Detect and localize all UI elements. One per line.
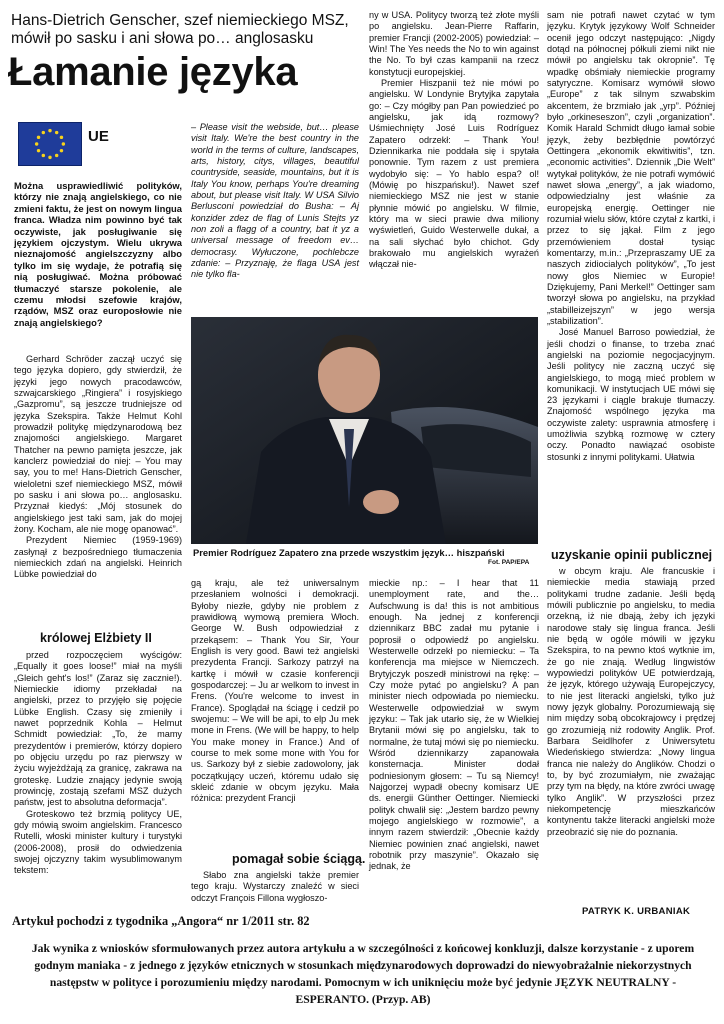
paragraph: Słabo zna angielski także premier tego kraju. Wystarczy znaleźć w sieci odczyt François Fillona wygłoszo- <box>191 870 359 903</box>
column-4-bottom <box>547 566 715 838</box>
article-lead: Można usprawiedliwić polityków, którzy nie znają angielskiego, co nie zmieni faktu, że jest on nowym lingua franca. Władza nim powinno być tak oczywiste, jak posługiwanie się językiem ojczystym. Wielu ukrywa nieznajomość angielszczyzny albo tylko im się wydaje, że potrafią się nią posługiwać. Można próbować tłumaczyć starsze pokolenie, ale czemu młodsi szefowie krajów, rządów, MSZ oraz europosłowie nie znają angielskiego? <box>14 180 182 328</box>
photo-caption: Premier Rodríguez Zapatero zna przede wszystkim język… hiszpański <box>193 547 505 558</box>
paragraph: mieckie np.: – I hear that 11 unemployment rate, and the… Aufschwung is da! this is not ambitious enough. Na jednej z konferencji dziennikarz BBC zadał mu pytanie i poprosił o odpowiedź po angielsku. Westerwelle odrzekł po niemiecku: – Ta konferencja ma miejsce w Niemczech. Brytyjczyk poszedł ministrowi na rękę: – Czy może pytać po angielsku? A pan minister niech odpowiada po niemiecku. Westerwelle odpowiedział w swym języku: – Tak jak utarło się, że w Wielkiej Brytanii mówi się po angielsku, tak to normalne, że tutaj mówi się po niemiecku. Wśród dziennikarzy zapanowała konsternacja. Minister dodał podniesionym głosem: – Tu są Niemcy! Najgorzej wypadł obecny komisarz UE ds. energii Günther Oettinger. Niemiecki polityk chwalił się: „Jestem bardzo pewny mojego angielskiego w rozmowie”, a innym razem stwierdził: „Obecnie każdy Niemiec powinien znać angielski, nawet robotnik przy maszynie”. Okazało się jednak, że <box>369 578 539 872</box>
source-note: Artykuł pochodzi z tygodnika „Angora“ nr 1/2011 str. 82 <box>12 914 310 928</box>
paragraph: sam nie potrafi nawet czytać w tym języku. Krytyk językowy Wolf Schneider ocenił jego odczyt następująco: „Nigdy dotąd na północnej półkuli ziemi nikt nie mówił po angielsku tak okropnie”. Tę wpadkę obśmiały niemieckie programy satyryczne. Komisarz wymówił słowo „Europe” z tak silnym szwabskim akcentem, że brzmiało jak „yrp”. Później było „orkineseszon”, czyli „organization”. Komik Harald Schmidt długo łamał sobie język, żeby bezbłędnie powtórzyć Oettingera „ekonomik ekwitiwitis”, tzn. „economic activities”. Dziennik „Die Welt” wytykał polityków, że nie potrafi wymówić nawet słowa „energy”, a jak wiadomo, odpowiedzialny jest właśnie za europejską energię. Oettinger nie rozumiał wielu słów, które czytał z kartki, i przez to się jąkał. Film z jego przemówieniem dostał tysiąc komentarzy, m.in.: „Przepraszamy UE za naszych zidiocialych polityków”, „To jest nowy głos Niemiec w Europie! Dziękujemy, Pani Merkel!” Oettinger sam tworzył słowa po angielsku, na przykład „stabilleizejszyn” w jego wersja „stabilization”. <box>547 10 715 326</box>
section-label: UE <box>88 128 109 145</box>
paragraph: Premier Hiszpanii też nie mówi po angielsku. W Londynie Brytyjka zapytała go: – Czy mógłby pan Pan powiedzieć po angielsku, jak idą rozmowy? Uśmiechnięty José Luis Rodríguez Zapatero odrzekł: – Thank You! Dziennikarka nie poddała się i spytała ponownie. Tym razem z ust premiera wydobyło się: – Yo hablo espa? ol! (Mówię po hiszpańsku!). Nawet szef niemieckiego MSZ nie jest w stanie płynnie mówić po angielsku. W filmie, który ma w sieci prawie dwa miliony wyświetleń, Guido Westerwelle dukał, a na sali słychać było chichot. Gdy brakowało mu angielskich wyrażeń włączał nie- <box>369 77 539 270</box>
paragraph: w obcym kraju. Ale francuskie i niemieckie media stawiają przed politykami trudne zadanie. Jeśli będą mówili publicznie po angielsku, to media orzekną, iż nie dbają, żeby ich języki narodowe stały się lingua franca. Jeśli nie będą w ogóle mówili w języku Szekspira, to na pewno ktoś wytknie im, że go nie znają. Według lingwistów wypowiedzi polityków UE potwierdzają, że język, którego używają Europejczycy, to nie jest literacki angielski, tylko już nowy język globalny. Porozumiewają się nim między sobą obcokrajowcy i prędzej go zrozumieją niż rodowity Anglik. Prof. Barbara Seidlhofer z Uniwersytetu Wiedeńskiego stwierdza: „Nowy lingua franca nie należy do Anglików. Chodzi o to, by być zrozumiałym, nie zważając przy tym na błędy, na które zwróci uwagę tylko Anglik”. W przyszłości przez niekompetencję mieszkańców kontynentu także literacki angielski może przeobrazić się nie do poznania. <box>547 566 715 837</box>
paragraph: Gerhard Schröder zaczął uczyć się tego języka dopiero, gdy stwierdził, że języki jego nowych pracodawców, szwajcarskiego „Ringiera” i rosyjskiego „Gazpromu”, są jeszcze trudniejsze od języka Szekspira. Także Helmut Kohl prowadził politykę międzynarodową bez znajomości angielskiego. Margaret Thatcher na pewno pamięta jeszcze, jak kanclerz powiedział do niej: – You may say, you to me! Hans-Dietrich Genscher, wieloletni szef niemieckiego MSZ, mówił po sasku i ani słowa po… anglosasku. Przyznał kiedyś: „Mój stosunek do angielskiego jest taki sam, jak do mojej żony. Kocham, ale nie mogę opanować”. <box>14 354 182 534</box>
author-signature: PATRYK K. URBANIAK <box>582 906 691 917</box>
column-2-top <box>191 122 359 281</box>
paragraph: ny w USA. Politycy tworzą też złote myśli po angielsku. Jean-Pierre Raffarin, premier Francji (2002-2005) powiedział: – Win! The Yes needs the No to win against the No. To był czas kampanii na rzecz konstytucji europejskiej. <box>369 10 539 77</box>
column-1-bottom <box>14 650 182 877</box>
column-2-bottom <box>191 578 359 805</box>
zapatero-photo <box>191 317 538 544</box>
column-3-bottom <box>369 578 539 873</box>
column-2-tail <box>191 870 359 904</box>
column-3-top <box>369 10 539 271</box>
paragraph: gą kraju, ale też uniwersalnym przesłaniem wolności i demokracji. Byłoby niezłe, gdyby nie problem z prawidłową wymową premiera Włoch. George W. Bush odpowiedział z przekąsem: – Thank You Sir, Your English is very good. Bawi też angielski prezydenta Francji. Sarkozy patrzył na kartkę i mówił w czasie konferencji gospodarczej: – Ju ar welkom to invest in Frens. (You're welcome to invest in France). Spoglądał na ściągę i cedził po swojemu: – We will be api, to elp Ju mek mone in Frens. (We will be happy, to help You make money in France.) And of course to mek some mone with You for us. Sarkozy był z siebie zadowolony, jak początkujący uczeń, któremu udało się skleić zdanie w obcym języku. Mała różnica: prezydent Francji <box>191 578 359 804</box>
paragraph: – Please visit the webside, but… please visit Italy. We're the best country in the world in the terms of culture, landscapes, arts, history, citys, villages, beautiful countryside, seaside, mountains, but it is Italy You know, perhaps You're dreaming about, but please visit Italy. W USA Silvio Berlusconi powiedział do Busha: – Aj konzider zdez de flag of Lunis Stejts yz non zoli a flagg of a country, bat it yz a universal message of freedom ev… democrasy. Wyłuczone, pochlebcze zdanie: – Przyznaję, że flaga USA jest nie tylko fla- <box>191 122 359 280</box>
subhead-sciaga: pomagał sobie ściągą. <box>232 852 366 866</box>
column-4-top <box>547 10 715 463</box>
column-1-top <box>14 354 182 581</box>
eu-flag-icon <box>18 122 82 166</box>
subhead-krolowej: królowej Elżbiety II <box>40 631 152 645</box>
article-headline: Łamanie języka <box>8 50 298 94</box>
editor-comment: Jak wynika z wniosków sformułowanych przez autora artykułu a w szczególności z końcowej konkluzji, dalsze korzystanie - z uporem godnym maniaka - z jednego z języków etnicznych w stosunkach międzynarodowych doprowadzi do niewyobrażalnie niekorzystnych następstw w polityce i porozumieniu między narodami. Pomocnym w ich uniknięciu może być jedynie JĘZYK NEUTRALNY - ESPERANTO. (Przyp. AB) <box>31 942 695 1006</box>
paragraph: José Manuel Barroso powiedział, że jeśli chodzi o finanse, to trzeba znać angielski na poziomie negocjacyjnym. Jeśli politycy nie zaczną uczyć się angielskiego, to mogą mieć problem w komunikacji. W instytucjach UE mówi się 23 językami i ciągle brakuje tłumaczy. Znajomość wspólnego języka ma oczywiste zalety: usprawnia atmosferę i umożliwia szybką rozmowę w cztery oczy. Ponadto nawiązać osobiste stosunki z innymi politykami. Ułatwia <box>547 327 715 462</box>
paragraph: przed rozpoczęciem wyścigów: „Equally it goes loose!” miał na myśli „Gleich geht's los!” (Zaraz się zacznie!). Niemieckie idiomy przekładał na angielski, przez to przyjęło się pojęcie Lübke English. Czasy się zmieniły i nawet poprzednik Kohla – Helmut Schmidt powiedział: „To, że mamy prezydentów i premierów, którzy dopiero po objęciu urzędu po raz pierwszy w życiu wyjeżdżają za granicę, zakrawa na groteskę. Ludzie znający jedynie swoją prowincję, zostają szefami MSZ dużych państw, jest to absolutna deformacja”. <box>14 650 182 808</box>
photo-credit: Fot. PAP/EPA <box>488 559 530 566</box>
paragraph: Groteskowo też brzmią politycy UE, gdy mówią swoim angielskim. Francesco Rutelli, włoski minister kultury i turystyki (2006-2008), prosił do odwiedzenia swojej ojczyzny takim wysublimowanym tekstem: <box>14 808 182 876</box>
paragraph: Prezydent Niemiec (1959-1969) zasłynął z bezpośredniego tłumaczenia niemieckich zdań na angielski. Heinrich Lübke powiedział do <box>14 535 182 580</box>
subhead-opinii: uzyskanie opinii publicznej <box>551 548 713 562</box>
article-kicker: Hans-Dietrich Genscher, szef niemieckiego MSZ, mówił po sasku i ani słowa po… anglosasku <box>11 12 349 47</box>
